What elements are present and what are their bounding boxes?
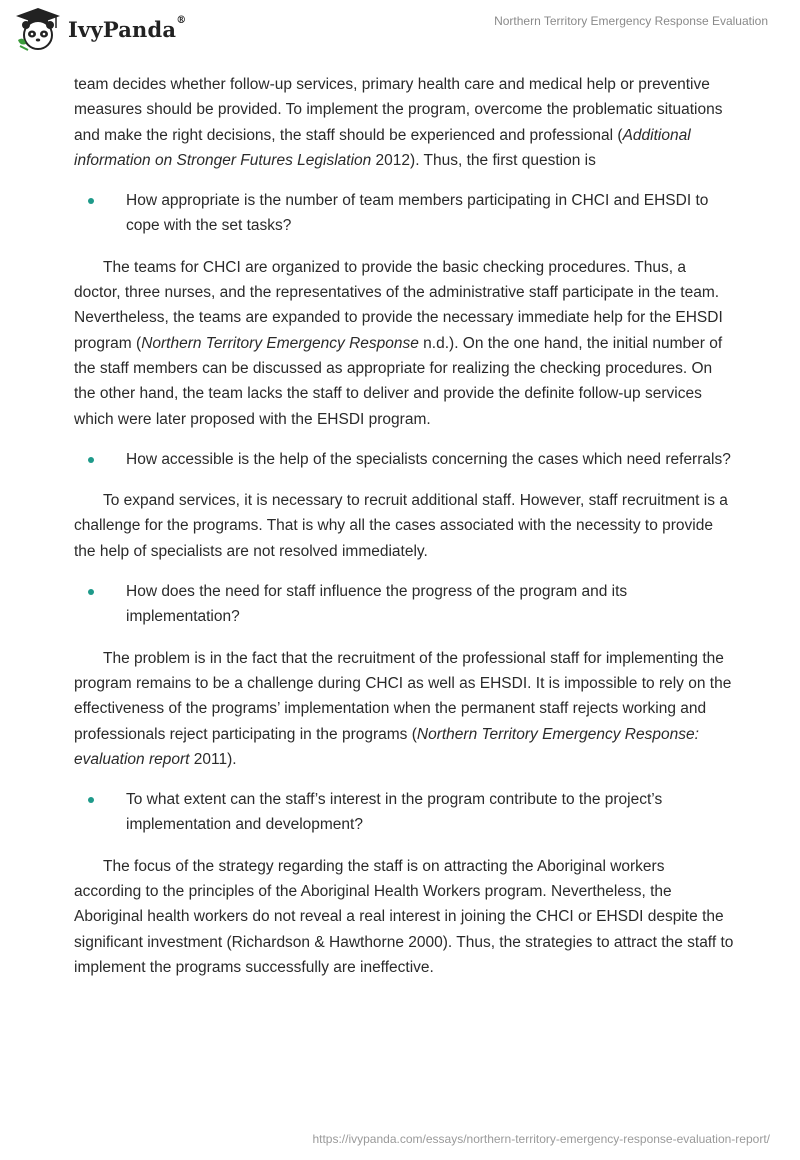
ivypanda-logo[interactable] xyxy=(14,6,186,52)
question-item: How appropriate is the number of team members participating in CHCI and EHSDI to cope with the set tasks? xyxy=(74,188,734,239)
question-item: To what extent can the staff’s interest in the program contribute to the project’s implementation and development? xyxy=(74,787,734,838)
panda-graduate-icon xyxy=(14,6,62,52)
citation: Northern Territory Emergency Response xyxy=(141,334,419,352)
question-item: How accessible is the help of the specialists concerning the cases which need referrals? xyxy=(74,447,734,472)
bullet-icon xyxy=(88,198,94,204)
document-title: Northern Territory Emergency Response Evaluation xyxy=(494,14,768,28)
paragraph: team decides whether follow-up services, primary health care and medical help or preventive measures should be provided. To implement the program, overcome the problematic situations and make the right decisions, the staff should be experienced and professional (Additional information on Stronger Futures Legislation 2012). Thus, the first question is xyxy=(74,76,723,169)
paragraph: To expand services, it is necessary to recruit additional staff. However, staff recruitment is a challenge for the programs. That is why all the cases associated with the necessity to provide the help of specialists are not resolved immediately. xyxy=(74,492,728,560)
paragraph: The teams for CHCI are organized to provide the basic checking procedures. Thus, a doctor, three nurses, and the representatives of the administrative staff participate in the team. Nevertheless, the teams are expanded to provide the necessary immediate help for the EHSDI program (Northern Territory Emergency Response n.d.). On the one hand, the initial number of the staff members can be discussed as appropriate for realizing the checking procedures. On the other hand, the team lacks the staff to deliver and provide the definite follow-up services which were later proposed with the EHSDI program. xyxy=(74,258,723,428)
bullet-icon xyxy=(88,589,94,595)
bullet-icon xyxy=(88,797,94,803)
paragraph: The problem is in the fact that the recruitment of the professional staff for implementing the program remains to be a challenge during CHCI as well as EHSDI. It is impossible to rely on the effectiveness of the programs’ implementation when the permanent staff rejects working and professionals reject participating in the programs (Northern Territory Emergency Response: evaluation report 2011). xyxy=(74,649,732,768)
essay-body xyxy=(74,72,734,980)
question-item: How does the need for staff influence the progress of the program and its implementation? xyxy=(74,579,734,630)
citation: Northern Territory Emergency Response: evaluation report xyxy=(74,725,699,768)
citation: Additional information on Stronger Futures Legislation xyxy=(74,126,691,169)
paragraph: The focus of the strategy regarding the staff is on attracting the Aboriginal workers according to the principles of the Aboriginal Health Workers program. Nevertheless, the Aboriginal health workers do not reveal a real interest in joining the CHCI or EHSDI despite the significant investment (Richardson & Hawthorne 2000). Thus, the strategies to attract the staff to implement the programs successfully are ineffective. xyxy=(74,857,734,976)
bullet-icon xyxy=(88,457,94,463)
brand-name: IvyPanda® xyxy=(68,14,187,42)
source-url-link[interactable]: https://ivypanda.com/essays/northern-territory-emergency-response-evaluation-report/ xyxy=(312,1132,770,1146)
page-header xyxy=(0,0,800,58)
